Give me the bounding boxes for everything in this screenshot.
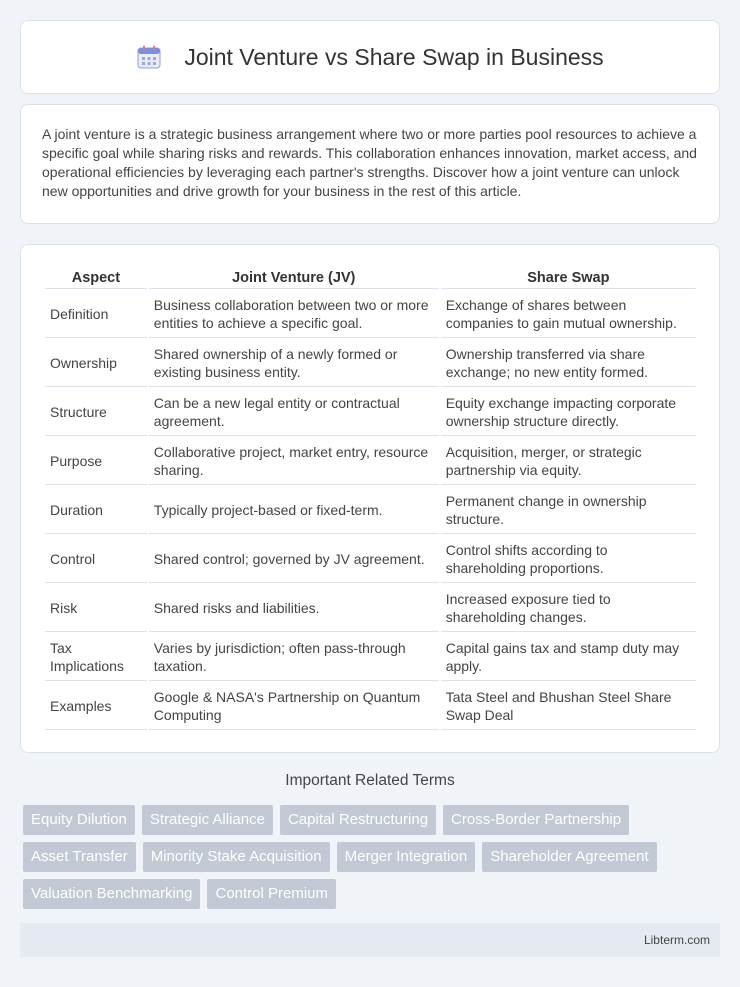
header-card <box>20 20 720 94</box>
cell-share-swap: Control shifts according to shareholding proportions. <box>441 536 696 583</box>
table-row <box>45 438 696 485</box>
cell-share-swap: Capital gains tax and stamp duty may apply. <box>441 634 696 681</box>
tag-control-premium[interactable]: Control Premium <box>207 879 336 909</box>
tag-merger-integration[interactable]: Merger Integration <box>337 842 476 872</box>
table-row <box>45 536 696 583</box>
tag-asset-transfer[interactable]: Asset Transfer <box>23 842 136 872</box>
cell-share-swap: Increased exposure tied to shareholding changes. <box>441 585 696 632</box>
cell-share-swap: Acquisition, merger, or strategic partnership via equity. <box>441 438 696 485</box>
footer-site-link[interactable]: Libterm.com <box>643 933 710 947</box>
tag-valuation-benchmarking[interactable]: Valuation Benchmarking <box>23 879 200 909</box>
cell-share-swap: Exchange of shares between companies to gain mutual ownership. <box>441 291 696 338</box>
table-row <box>45 634 696 681</box>
column-header-joint-venture: Joint Venture (JV) <box>149 267 439 289</box>
cell-aspect: Ownership <box>45 340 147 387</box>
cell-aspect: Examples <box>45 683 147 730</box>
column-header-share-swap: Share Swap <box>441 267 696 289</box>
cell-share-swap: Permanent change in ownership structure. <box>441 487 696 534</box>
tag-strategic-alliance[interactable]: Strategic Alliance <box>142 805 273 835</box>
cell-share-swap: Equity exchange impacting corporate ownership structure directly. <box>441 389 696 436</box>
table-row <box>45 487 696 534</box>
intro-card <box>20 104 720 224</box>
cell-share-swap: Tata Steel and Bhushan Steel Share Swap Deal <box>441 683 696 730</box>
intro-text: A joint venture is a strategic business arrangement where two or more parties pool resources to achieve a specific goal while sharing risks and rewards. This collaboration enhances innovation, market access, and operational efficiencies by leveraging each partner's strengths. Discover how a joint venture can unlock new opportunities and drive growth for your business in the rest of this article. <box>42 126 697 199</box>
comparison-table-card <box>20 244 720 753</box>
cell-joint-venture: Google & NASA's Partnership on Quantum Computing <box>149 683 439 730</box>
cell-joint-venture: Business collaboration between two or more entities to achieve a specific goal. <box>149 291 439 338</box>
tag-minority-stake-acquisition[interactable]: Minority Stake Acquisition <box>143 842 330 872</box>
table-row <box>45 340 696 387</box>
cell-joint-venture: Shared risks and liabilities. <box>149 585 439 632</box>
column-header-aspect: Aspect <box>45 267 147 289</box>
table-header-row <box>45 267 696 289</box>
table-row <box>45 389 696 436</box>
cell-joint-venture: Shared ownership of a newly formed or existing business entity. <box>149 340 439 387</box>
tag-cross-border-partnership[interactable]: Cross-Border Partnership <box>443 805 629 835</box>
cell-share-swap: Ownership transferred via share exchange; no new entity formed. <box>441 340 696 387</box>
related-terms-tags <box>23 805 723 909</box>
cell-aspect: Tax Implications <box>45 634 147 681</box>
table-row <box>45 291 696 338</box>
table-row <box>45 585 696 632</box>
tag-capital-restructuring[interactable]: Capital Restructuring <box>280 805 436 835</box>
cell-aspect: Purpose <box>45 438 147 485</box>
cell-joint-venture: Varies by jurisdiction; often pass-through taxation. <box>149 634 439 681</box>
cell-aspect: Structure <box>45 389 147 436</box>
comparison-table <box>43 265 698 732</box>
cell-aspect: Duration <box>45 487 147 534</box>
calendar-icon <box>136 44 162 70</box>
cell-joint-venture: Can be a new legal entity or contractual agreement. <box>149 389 439 436</box>
cell-aspect: Risk <box>45 585 147 632</box>
cell-joint-venture: Shared control; governed by JV agreement. <box>149 536 439 583</box>
footer <box>20 923 720 957</box>
cell-aspect: Definition <box>45 291 147 338</box>
cell-joint-venture: Typically project-based or fixed-term. <box>149 487 439 534</box>
related-terms-title: Important Related Terms <box>285 772 455 789</box>
table-row <box>45 683 696 730</box>
cell-aspect: Control <box>45 536 147 583</box>
cell-joint-venture: Collaborative project, market entry, resource sharing. <box>149 438 439 485</box>
page-title: Joint Venture vs Share Swap in Business <box>184 43 604 70</box>
tag-shareholder-agreement[interactable]: Shareholder Agreement <box>482 842 656 872</box>
tag-equity-dilution[interactable]: Equity Dilution <box>23 805 135 835</box>
